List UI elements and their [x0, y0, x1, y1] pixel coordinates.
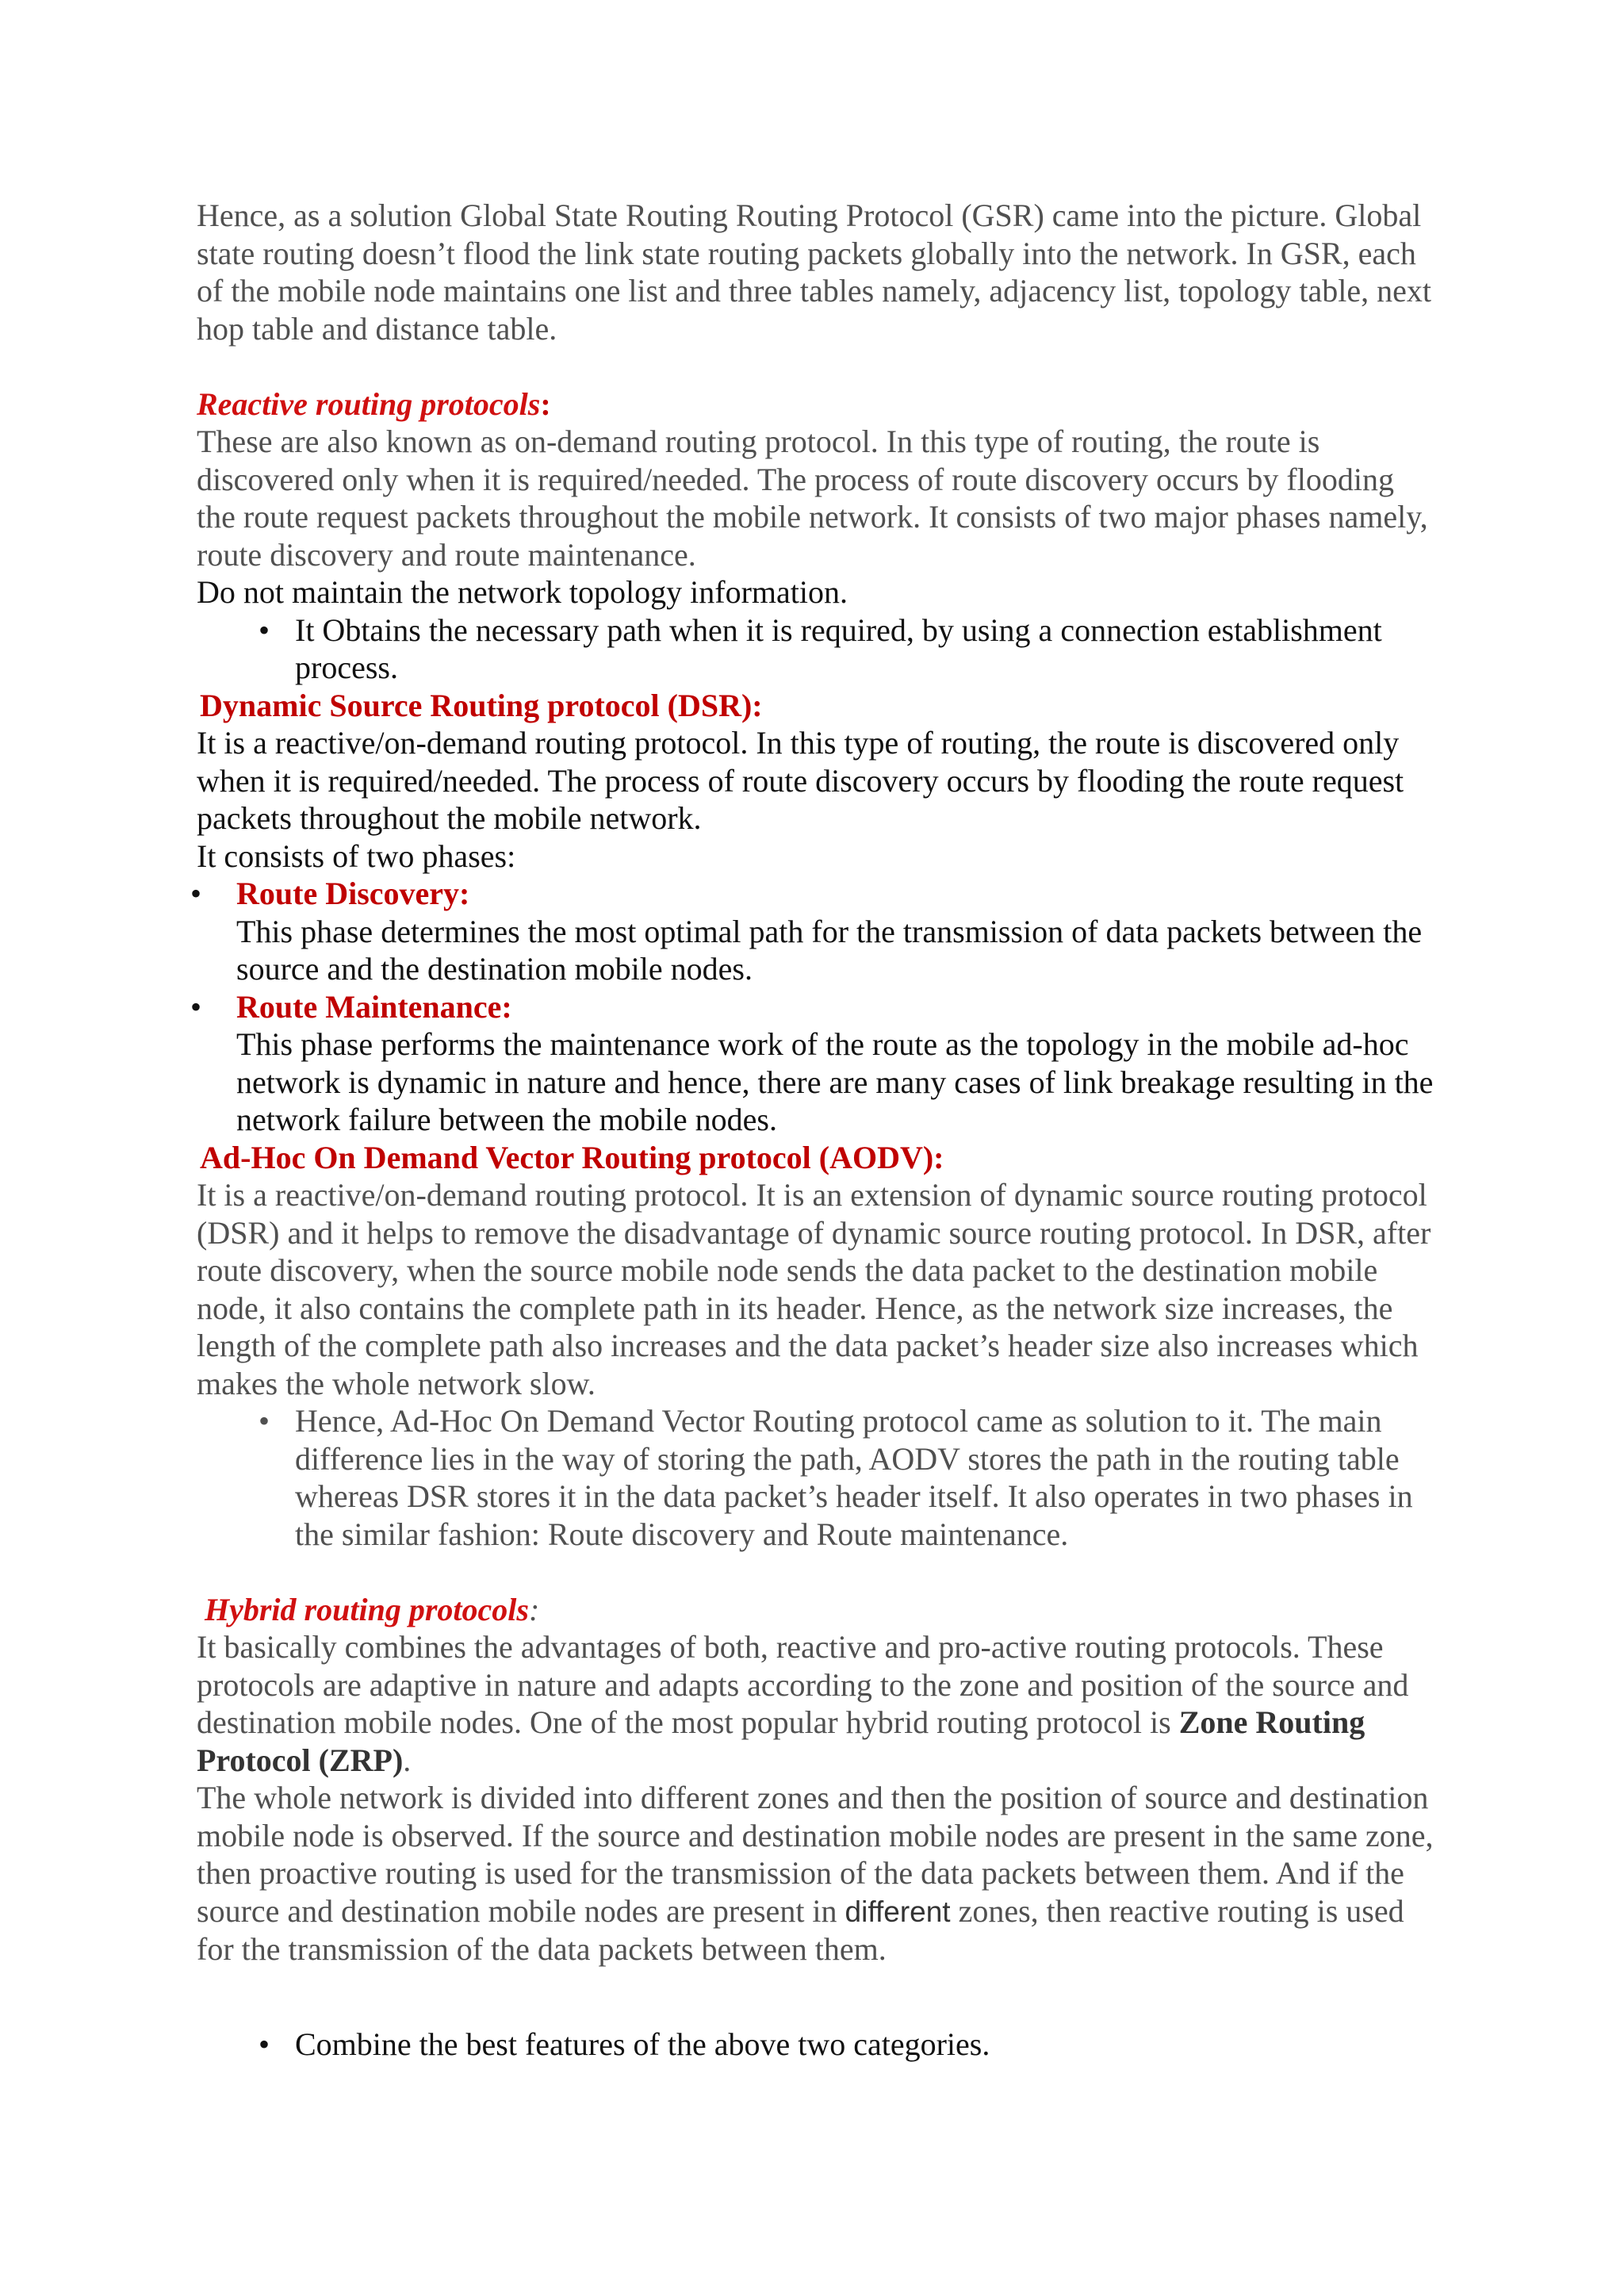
list-item — [197, 2026, 1434, 2064]
aodv-paragraph: It is a reactive/on-demand routing protocol. It is an extension of dynamic source routing protocol (DSR) and it helps to remove the disadvantage of dynamic source routing protocol. In DSR, after route discovery, when the source mobile node sends the data packet to the destination mobile node, it also contains the complete path in its header. Hence, as the network size increases, the length of the complete path also increases and the data packet’s header size also increases which makes the whole network slow. — [197, 1177, 1431, 1401]
bullet-icon: • — [258, 2026, 270, 2062]
zrp-bold-text: Zone Routing Protocol (ZRP) — [197, 1704, 1365, 1778]
dsr-phases-intro: It consists of two phases: — [197, 838, 516, 874]
dsr-paragraph: It is a reactive/on-demand routing protocol. In this type of routing, the route is discovered only when it is required/needed. The process of route discovery occurs by flooding the route request packets throughout the mobile network. — [197, 725, 1404, 836]
hybrid-bullet-list — [197, 2026, 1434, 2064]
reactive-paragraph: These are also known as on-demand routing protocol. In this type of routing, the route is discovered only when it is required/needed. The process of route discovery occurs by flooding the route request packets throughout the mobile network. It consists of two major phases namely, route discovery and route maintenance. — [197, 424, 1428, 573]
list-item — [190, 875, 1434, 988]
aodv-heading: Ad-Hoc On Demand Vector Routing protocol (AODV): — [200, 1139, 944, 1175]
hybrid-para1-end: . — [403, 1742, 412, 1778]
hybrid-para2-text: The whole network is divided into different zones and then the position of source and destination mobile node is observed. If the source and destination mobile nodes are present in the same zone, then proactive routing is used for the transmission of the data packets between them. And if the source and destination mobile nodes are present in — [197, 1780, 1434, 1929]
bullet-icon: • — [258, 611, 270, 648]
hybrid-paragraph-2 — [197, 1779, 1434, 1968]
bullet-icon: • — [258, 1403, 270, 1439]
dsr-phase-list — [190, 875, 1434, 1139]
hybrid-heading-text: Hybrid routing protocols — [205, 1591, 529, 1627]
hybrid-para2-end: zones, then reactive routing is used for the transmission of the data packets between them. — [197, 1892, 1404, 1967]
bullet-icon: • — [190, 988, 201, 1025]
reactive-heading-text: Reactive routing protocols — [197, 385, 541, 422]
aodv-bullet-text: Hence, Ad-Hoc On Demand Vector Routing protocol came as solution to it. The main difference lies in the way of storing the path, AODV stores the path in the routing table whereas DSR stores it in the data packet’s header itself. It also operates in two phases in the similar fashion: Route discovery and Route maintenance. — [295, 1403, 1413, 1552]
reactive-bullet-list — [197, 611, 1434, 687]
reactive-bullet-text: It Obtains the necessary path when it is required, by using a connection establishment process. — [295, 611, 1382, 685]
document-body — [190, 197, 1434, 2063]
hybrid-paragraph-1 — [197, 1628, 1434, 1779]
gsr-paragraph: Hence, as a solution Global State Routing Routing Protocol (GSR) came into the picture. Global state routing doesn’t flood the link state routing packets globally into the network. In GSR, each of the mobile node maintains one list and three tables namely, adjacency list, topology table, next hop table and distance table. — [197, 197, 1431, 347]
hybrid-heading — [197, 1591, 1434, 1629]
spacer — [197, 1968, 1434, 2026]
route-maintenance-title: Route Maintenance: — [236, 988, 512, 1025]
hybrid-heading-colon: : — [528, 1591, 540, 1627]
spacer — [197, 347, 1434, 385]
hybrid-para1-text: It basically combines the advantages of both, reactive and pro-active routing protocols. These protocols are adaptive in nature and adapts according to the zone and position of the source and destination mobile nodes. One of the most popular hybrid routing protocol is — [197, 1629, 1409, 1740]
reactive-heading-colon: : — [540, 385, 551, 422]
hybrid-bullet-text: Combine the best features of the above two categories. — [295, 2026, 990, 2062]
reactive-heading — [197, 385, 1434, 424]
different-word: different — [845, 1895, 951, 1928]
list-item — [197, 1402, 1434, 1553]
dsr-heading: Dynamic Source Routing protocol (DSR): — [200, 687, 763, 723]
route-maintenance-text: This phase performs the maintenance work of the route as the topology in the mobile ad-hoc network is dynamic in nature and hence, there are many cases of link breakage resulting in the network failure between the mobile nodes. — [236, 1026, 1434, 1137]
aodv-bullet-list — [197, 1402, 1434, 1553]
reactive-topology-line: Do not maintain the network topology information. — [197, 574, 848, 610]
bullet-icon: • — [190, 876, 201, 911]
list-item — [197, 611, 1434, 687]
route-discovery-text: This phase determines the most optimal path for the transmission of data packets between the source and the destination mobile nodes. — [236, 913, 1423, 987]
spacer — [197, 1553, 1434, 1591]
list-item — [190, 988, 1434, 1139]
route-discovery-title: Route Discovery: — [236, 876, 470, 911]
